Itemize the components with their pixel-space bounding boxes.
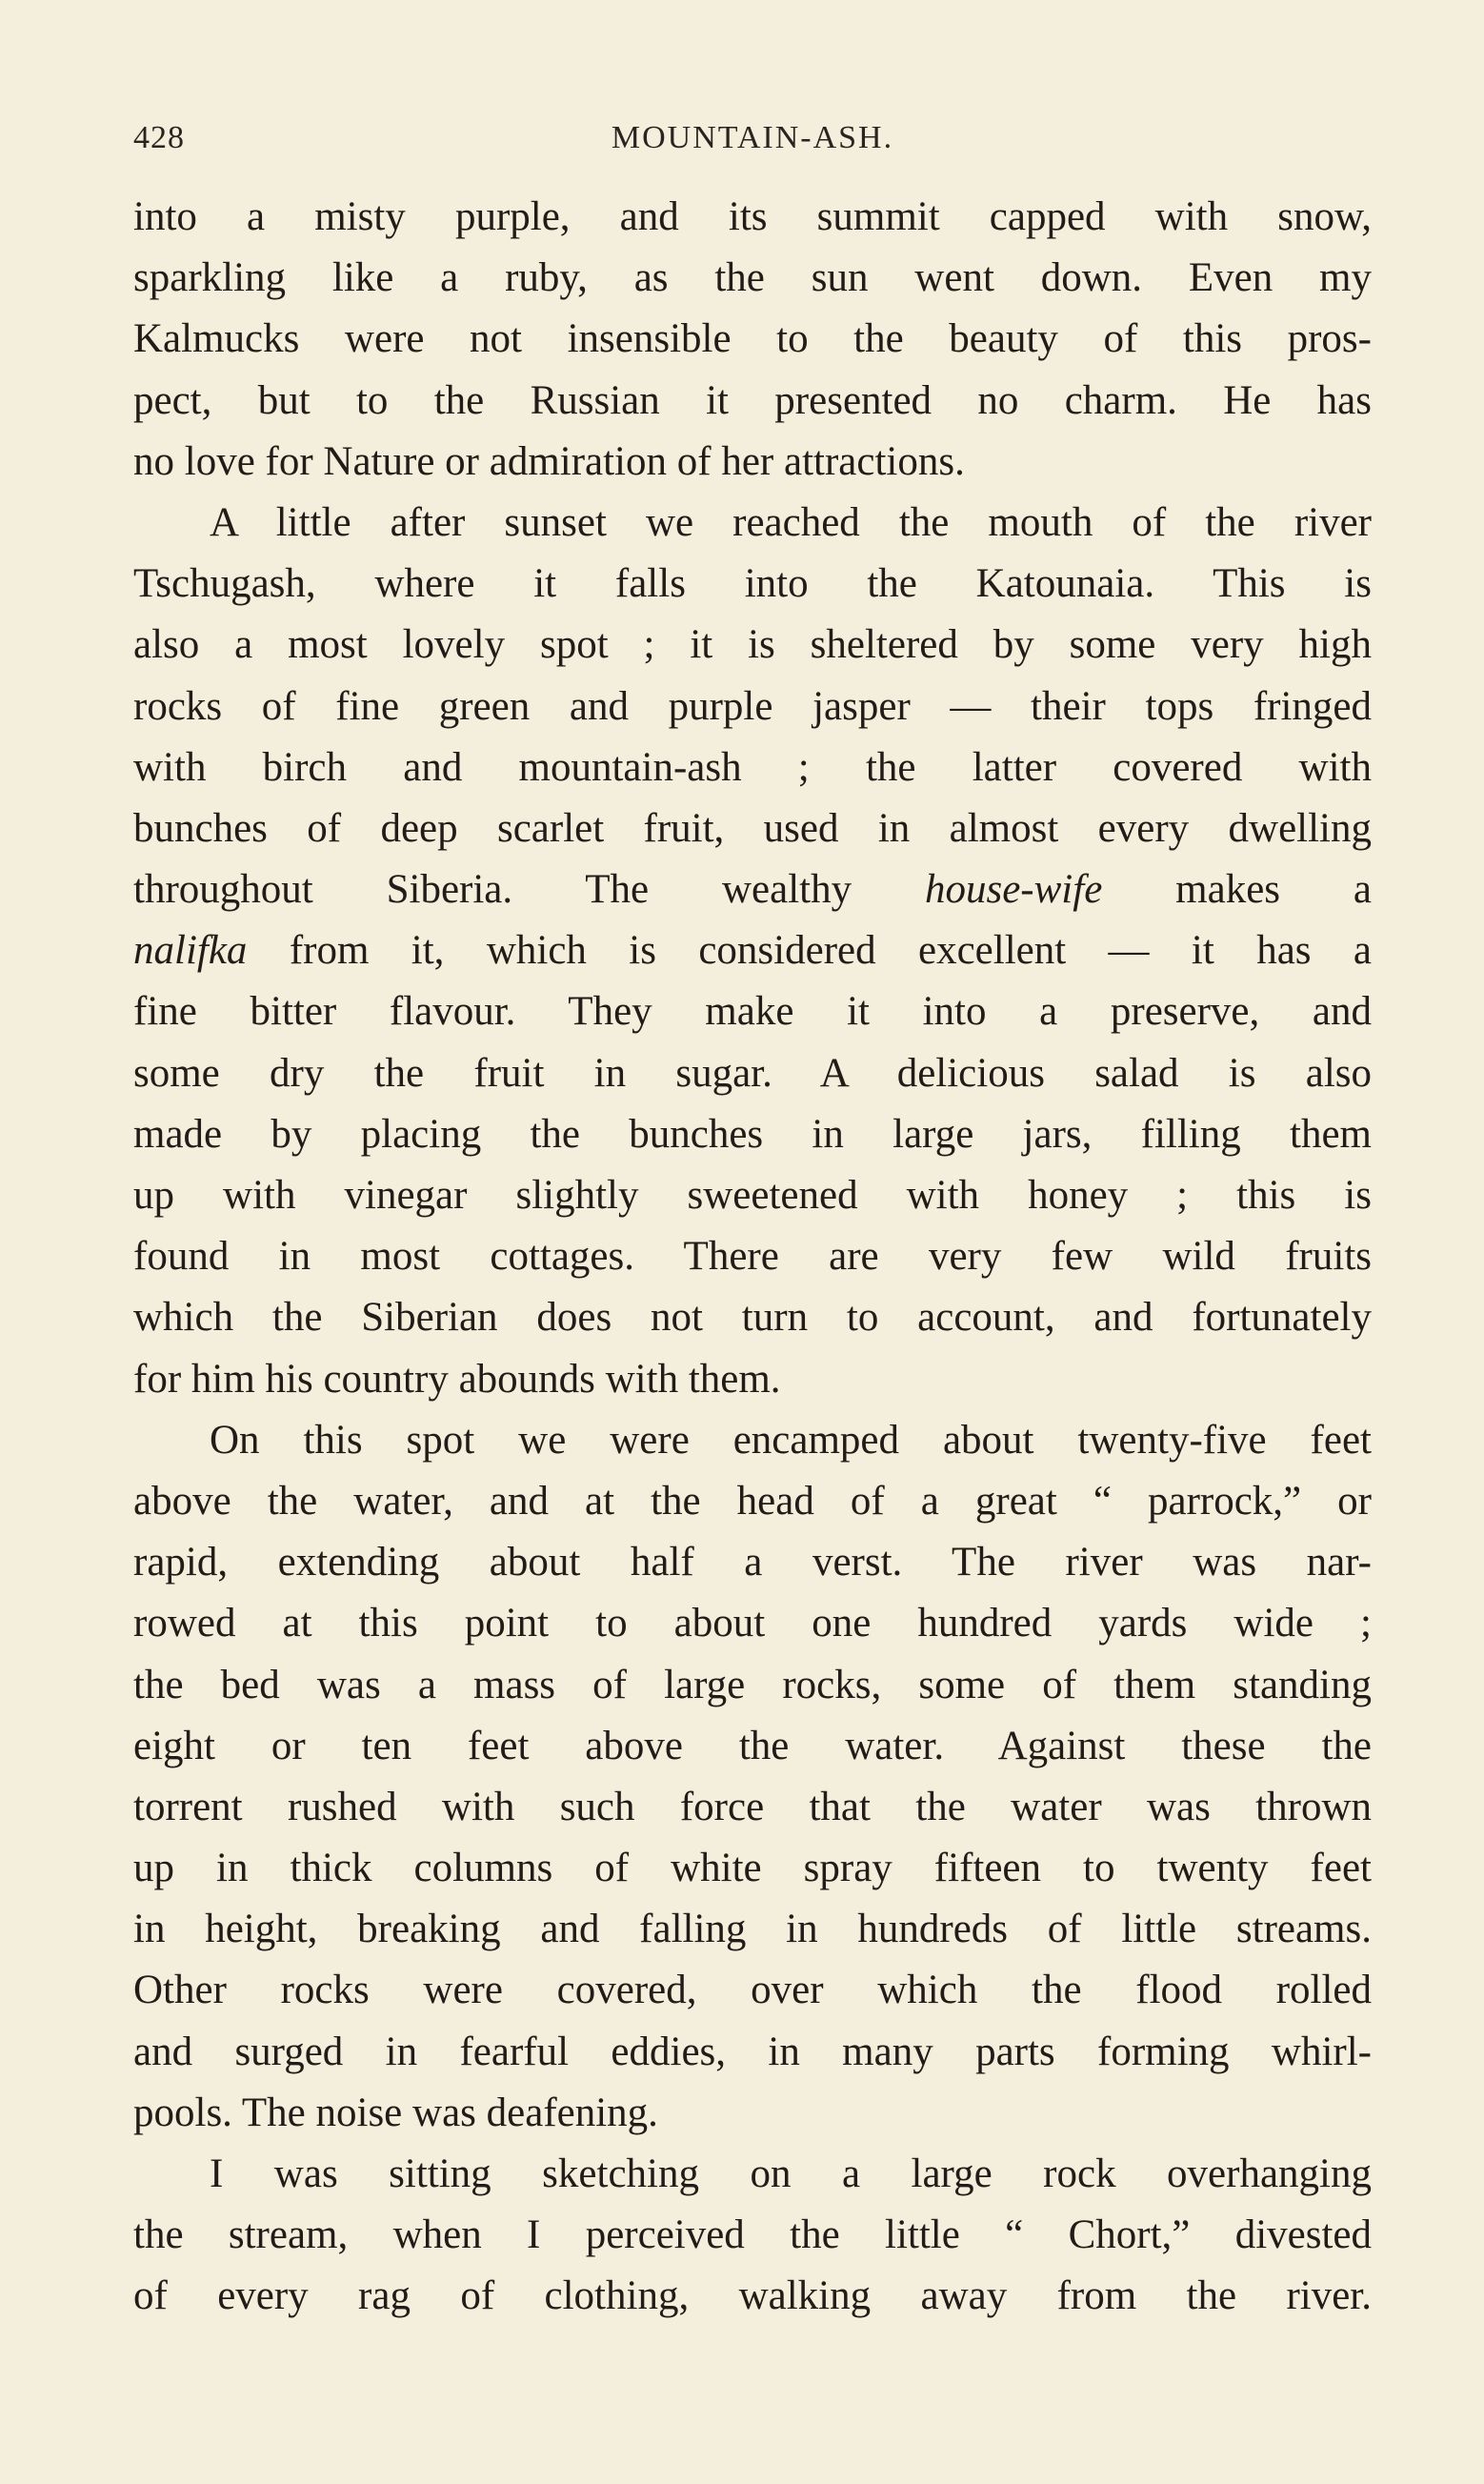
running-head [133,112,1372,170]
text-line: of every rag of clothing, walking away from the river. [133,2273,1372,2319]
text-line: fine bitter flavour. They make it into a preserve, and [133,989,1372,1035]
text-line: made by placing the bunches in large jars, filling them [133,1111,1372,1157]
text-line: above the water, and at the head of a great “ parrock,” or [133,1478,1372,1524]
text-line: rowed at this point to about one hundred yards wide ; [133,1601,1372,1646]
text-run: throughout Siberia. The wealthy [133,867,925,913]
text-line: the stream, when I perceived the little “ Chort,” divested [133,2212,1372,2258]
text-line: Kalmucks were not insensible to the beauty of this pros- [133,316,1372,362]
text-line: bunches of deep scarlet fruit, used in almost every dwelling [133,805,1372,851]
text-line: with birch and mountain-ash ; the latter covered with [133,744,1372,790]
text-line: pools. The noise was deafening. [133,2090,658,2135]
text-line: Other rocks were covered, over which the flood rolled [133,1968,1372,2013]
text-line [133,920,1372,981]
text-line: and surged in fearful eddies, in many parts forming whirl- [133,2029,1372,2074]
italic-word: nalifka [133,928,248,974]
text-line: no love for Nature or admiration of her attractions. [133,438,965,484]
text-line: for him his country abounds with them. [133,1356,781,1402]
text-line: eight or ten feet above the water. Against these the [133,1723,1372,1768]
text-line: rapid, extending about half a verst. The river was nar- [133,1540,1372,1585]
text-line: which the Siberian does not turn to account, and fortunately [133,1295,1372,1341]
text-line: I was sitting sketching on a large rock overhanging [210,2151,1372,2196]
text-line: the bed was a mass of large rocks, some of them standing [133,1662,1372,1707]
text-line: A little after sunset we reached the mouth of the river [210,499,1372,545]
text-run: from it, which is considered excellent — it has a [247,928,1372,974]
text-line: rocks of fine green and purple jasper — their tops fringed [133,683,1372,729]
text-line: up with vinegar slightly sweetened with honey ; this is [133,1173,1372,1218]
running-title: MOUNTAIN-ASH. [611,120,894,155]
text-run: makes a [1102,867,1372,913]
text-line: also a most lovely spot ; it is sheltered by some very high [133,622,1372,668]
text-line: torrent rushed with such force that the water was thrown [133,1784,1372,1829]
text-line: some dry the fruit in sugar. A delicious salad is also [133,1050,1372,1096]
text-line: found in most cottages. There are very few wild fruits [133,1234,1372,1280]
text-line: On this spot we were encamped about twenty-five feet [210,1417,1372,1463]
text-line: pect, but to the Russian it presented no charm. He has [133,377,1372,423]
italic-word: house-wife [924,867,1103,913]
text-line: into a misty purple, and its summit capped with snow, [133,194,1372,239]
text-line: up in thick columns of white spray fifteen to twenty feet [133,1846,1372,1891]
body-text [133,187,1372,2328]
text-line: Tschugash, where it falls into the Katounaia. This is [133,561,1372,607]
text-line: in height, breaking and falling in hundreds of little streams. [133,1907,1372,1952]
text-line [133,859,1372,920]
page-number: 428 [133,120,185,155]
text-line: sparkling like a ruby, as the sun went down. Even my [133,255,1372,301]
